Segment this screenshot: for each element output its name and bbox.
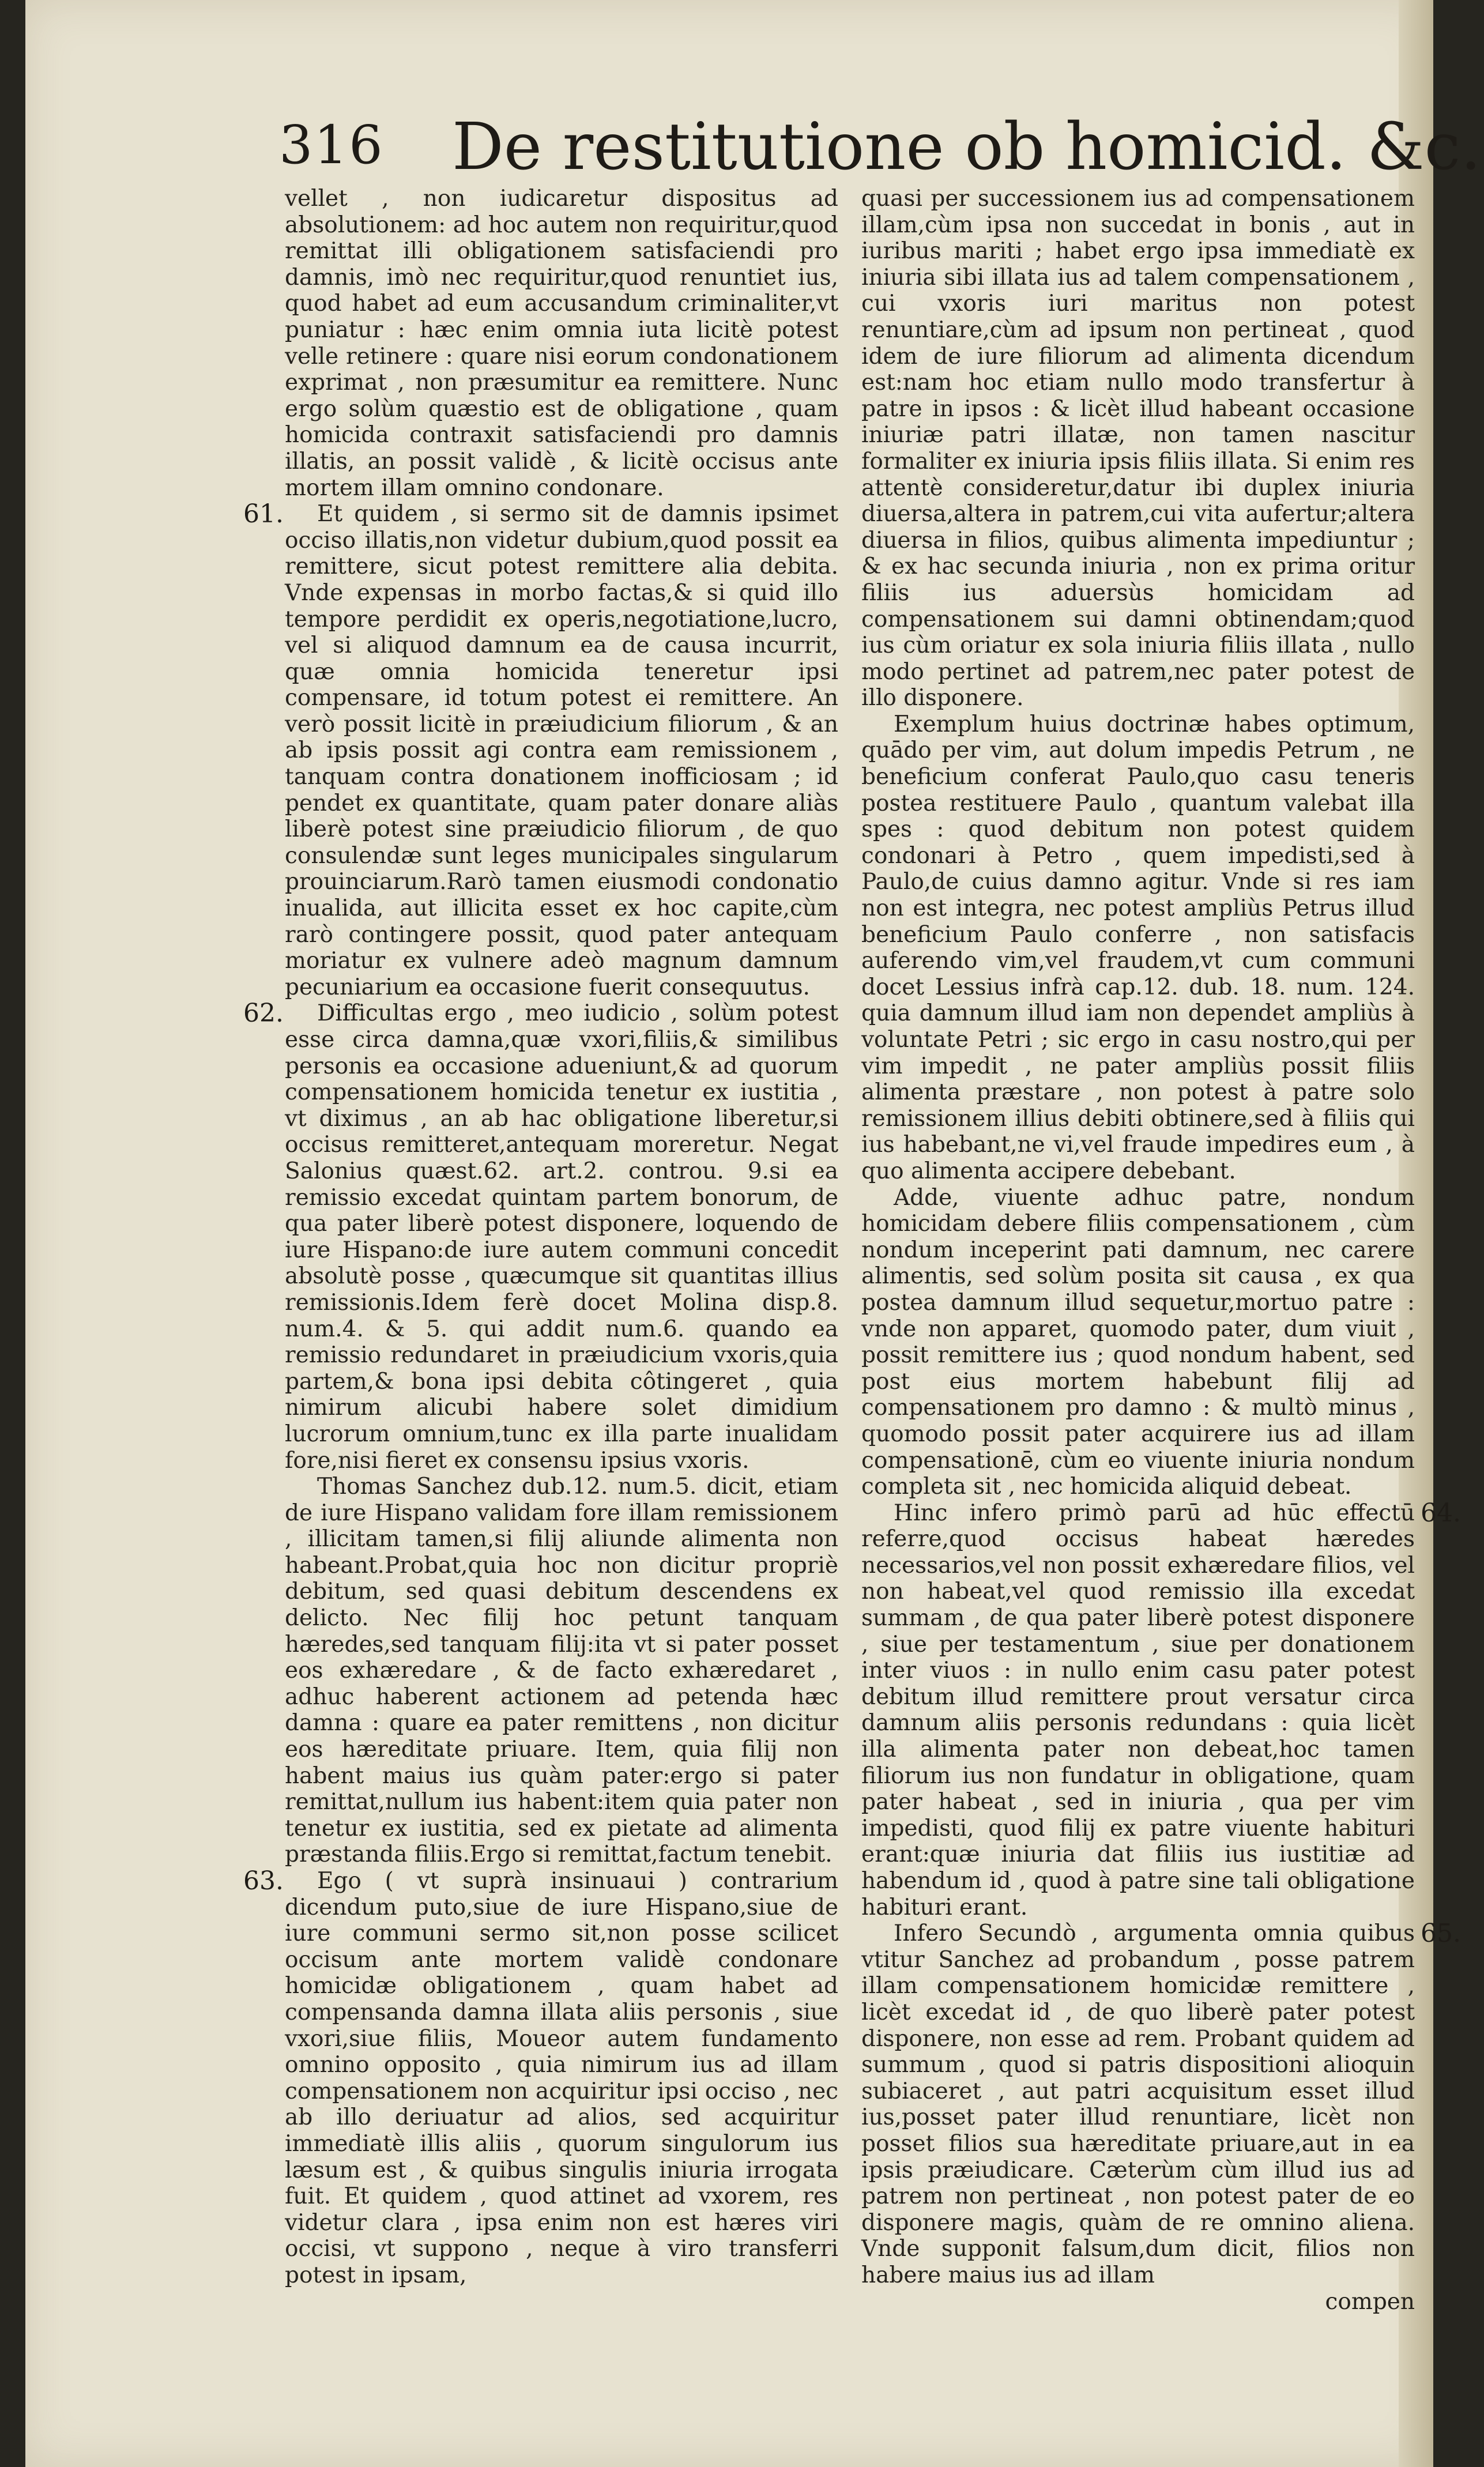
- paragraph-text: Difficultas ergo , meo iudicio , solùm potest esse circa damna,quæ vxori,filiis,& similibus personis ea occasione adueniunt,& ad quorum compensationem homicida tenetur ex iustitia , vt diximus , an ab hac obligatione liberetur,si occisus remitteret,antequam moreretur. Negat Salonius quæst.62. art.2. controu. 9.si ea remissio excedat quintam partem bonorum, de qua pater liberè potest disponere, loquendo de iure Hispano:de iure autem communi concedit absolutè posse , quæcumque sit quantitas illius remissionis.Idem ferè docet Molina disp.8. num.4. & 5. qui addit num.6. quando ea remissio redundaret in præiudicium vxoris,quia partem,& bona ipsi debita côtingeret , quia nimirum alicubi habere solet dimidium lucrorum omnium,tunc ex illa parte inualidam fore,nisi fieret ex consensu ipsius vxoris.: [285, 1000, 838, 1474]
- running-title: De restitutione ob homicid. &c.: [452, 110, 1481, 184]
- page-header: [279, 110, 1481, 184]
- paragraph-text: Infero Secundò , argumenta omnia quibus vtitur Sanchez ad probandum , posse patrem illam compensationem homicidæ remittere , licèt excedat id , de quo liberè pater potest disponere, non esse ad rem. Probant quidem ad summum , quod si patris dispositioni alioquin subiaceret , aut patri acquisitum esset illud ius,posset pater illud renuntiare, licèt non posset filios sua hæreditate priuare,aut in ea ipsis præiudicare. Cæterùm cùm illud ius ad patrem non pertineat , non potest pater de eo disponere magis, quàm de re omnino aliena. Vnde supponit falsum,dum dicit, filios non habere maius ius ad illam: [861, 1920, 1415, 2288]
- margin-number: 65.: [1421, 1919, 1461, 1949]
- margin-number: 62.: [243, 999, 284, 1029]
- right-column: [861, 186, 1461, 2315]
- margin-number: 63.: [243, 1866, 284, 1896]
- paragraph: [861, 1919, 1461, 2288]
- paragraph-text: Hinc infero primò parū ad hūc effectū referre,quod occisus habeat hæredes necessarios,vel non possit exhæredare filios, vel non habeat,vel quod remissio illa excedat summam , de qua pater liberè potest disponere , siue per testamentum , siue per donationem inter viuos : in nullo enim casu pater potest debitum illud remittere prout versatur circa damnum aliis personis redundans : quia licèt illa alimenta pater non debeat,hoc tamen filiorum ius non fundatur in obligatione, quam pater habeat , sed in iniuria , qua per vim impedisti, quod filij ex patre viuente habituri erant:quæ iniuria dat filiis ius iustitiæ ad habendum id , quod à patre sine tali obligatione habituri erant.: [861, 1500, 1415, 1920]
- paragraph: [243, 1866, 838, 2289]
- catchword: compen: [1325, 2288, 1415, 2315]
- paragraph: quasi per successionem ius ad compensationem illam,cùm ipsa non succedat in bonis , aut in iuribus mariti ; habet ergo ipsa immediatè ex iniuria sibi illata ius ad talem compensationem , cui vxoris iuri maritus non potest renuntiare,cùm ad ipsum non pertineat , quod idem de iure filiorum ad alimenta dicendum est:nam hoc etiam nullo modo transfertur à patre in ipsos : & licèt illud habeant occasione iniuriæ patri illatæ, non tamen nascitur formaliter ex iniuria ipsis filiis illata. Si enim res attentè consideretur,datur ibi duplex iniuria diuersa,altera in patrem,cui vita aufertur;altera diuersa in filios, quibus alimenta impediuntur ; & ex hac secunda iniuria , non ex prima oritur filiis ius aduersùs homicidam ad compensationem sui damni obtinendam;quod ius cùm oriatur ex sola iniuria filiis illata , nullo modo pertinet ad patrem,nec pater potest de illo disponere.: [861, 186, 1415, 711]
- paragraph: [243, 999, 838, 1474]
- book-page: [25, 0, 1481, 2467]
- paragraph: Thomas Sanchez dub.12. num.5. dicit, etiam de iure Hispano validam fore illam remissionem , illicitam tamen,si filij aliunde alimenta non habeant.Probat,quia hoc non dicitur propriè debitum, sed quasi debitum descendens ex delicto. Nec filij hoc petunt tanquam hæredes,sed tanquam filij:ita vt si pater posset eos exhæredare , & de facto exhæredaret , adhuc haberent actionem ad petenda hæc damna : quare ea pater remittens , non dicitur eos hæreditate priuare. Item, quia filij non habent maius ius quàm pater:ergo si pater remittat,nullum ius habent:item quia pater non tenetur ex iustitia, sed ex pietate ad alimenta præstanda filiis.Ergo si remittat,factum tenebit.: [285, 1474, 838, 1868]
- left-column: [243, 186, 838, 2289]
- paragraph: vellet , non iudicaretur dispositus ad absolutionem: ad hoc autem non requiritur,quod remittat illi obligationem satisfaciendi pro damnis, imò nec requiritur,quod renuntiet ius, quod habet ad eum accusandum criminaliter,vt puniatur : hæc enim omnia iuta licitè potest velle retinere : quare nisi eorum condonationem exprimat , non præsumitur ea remittere. Nunc ergo solùm quæstio est de obligatione , quam homicida contraxit satisfaciendi pro damnis illatis, an possit validè , & licitè occisus ante mortem illam omnino condonare.: [285, 186, 838, 501]
- margin-number: 61.: [243, 499, 284, 529]
- paragraph-text: Et quidem , si sermo sit de damnis ipsimet occiso illatis,non videtur dubium,quod possit ea remittere, sicut potest remittere alia debita. Vnde expensas in morbo factas,& si quid illo tempore perdidit ex operis,negotiatione,lucro, vel si aliquod damnum ea de causa incurrit, quæ omnia homicida teneretur ipsi compensare, id totum potest ei remittere. An verò possit licitè in præiudicium filiorum , & an ab ipsis possit agi contra eam remissionem , tanquam contra donationem inofficiosam ; id pendet ex quantitate, quam pater donare aliàs liberè potest sine præiudicio filiorum , de quo consulendæ sunt leges municipales singularum prouinciarum.Rarò tamen eiusmodi condonatio inualida, aut illicita esset ex hoc capite,cùm rarò contingere possit, quod pater antequam moriatur ex vulnere adeò magnum damnum pecuniarium ea occasione fuerit consequutus.: [285, 501, 838, 1000]
- paragraph: [243, 499, 838, 1000]
- paragraph: Adde, viuente adhuc patre, nondum homicidam debere filiis compensationem , cùm nondum inceperint pati damnum, nec carere alimentis, sed solùm posita sit causa , ex qua postea damnum illud sequetur,mortuo patre : vnde non apparet, quomodo pater, dum viuit , possit remittere ius ; quod nondum habent, sed post eius mortem habebunt filij ad compensationem pro damno : & multò minus , quomodo possit pater acquirere ius ad illam compensationē, cùm eo viuente iniuria nondum completa sit , nec homicida aliquid debeat.: [861, 1184, 1415, 1500]
- margin-number: 64.: [1421, 1498, 1461, 1528]
- paragraph: [861, 1498, 1461, 1921]
- paragraph-text: Ego ( vt suprà insinuaui ) contrarium dicendum puto,siue de iure Hispano,siue de iure communi sermo sit,non posse scilicet occisum ante mortem validè condonare homicidæ obligationem , quam habet ad compensanda damna illata aliis personis , siue vxori,siue filiis, Moueor autem fundamento omnino opposito , quia nimirum ius ad illam compensationem non acquiritur ipsi occiso , nec ab illo deriuatur ad alios, sed acquiritur immediatè illis aliis , quorum singulorum ius læsum est , & quibus singulis iniuria irrogata fuit. Et quidem , quod attinet ad vxorem, res videtur clara , ipsa enim non est hæres viri occisi, vt suppono , neque à viro transferri potest in ipsam,: [285, 1868, 838, 2288]
- paragraph: Exemplum huius doctrinæ habes optimum, quādo per vim, aut dolum impedis Petrum , ne beneficium conferat Paulo,quo casu teneris postea restituere Paulo , quantum valebat illa spes : quod debitum non potest quidem condonari à Petro , quem impedisti,sed à Paulo,de cuius damno agitur. Vnde si res iam non est integra, nec potest ampliùs Petrus illud beneficium Paulo conferre , non satisfacis auferendo vim,vel fraudem,vt cum communi docet Lessius infrà cap.12. dub. 18. num. 124. quia damnum illud iam non dependet ampliùs à voluntate Petri ; sic ergo in casu nostro,qui per vim impedit , ne pater ampliùs possit filiis alimenta præstare , non potest à patre solo remissionem illius debiti obtinere,sed à filiis qui ius habebant,ne vi,vel fraude impedires eum , à quo alimenta accipere debebant.: [861, 711, 1415, 1184]
- page-number: 316: [279, 114, 384, 176]
